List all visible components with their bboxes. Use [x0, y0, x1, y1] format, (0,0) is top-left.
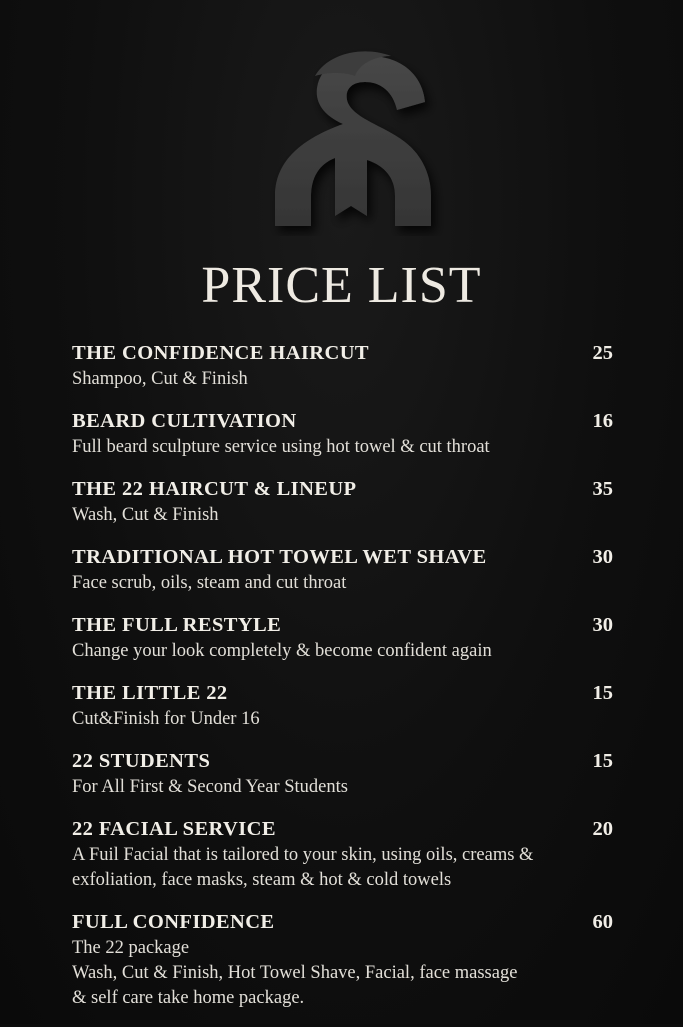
service-price: 60: [592, 911, 613, 933]
service-price: 30: [592, 546, 613, 568]
service-description: For All First & Second Year Students: [72, 777, 348, 797]
service-description: Cut&Finish for Under 16: [72, 709, 260, 729]
price-item: [72, 544, 617, 596]
price-item-header: [72, 476, 617, 503]
page-title: PRICE LIST: [201, 257, 482, 314]
service-price: 16: [592, 410, 613, 432]
price-item: [72, 340, 617, 392]
price-item: [72, 408, 617, 460]
service-name: FULL CONFIDENCE: [72, 911, 275, 933]
price-item-header: [72, 680, 617, 707]
service-price: 30: [592, 614, 613, 636]
service-description: Full beard sculpture service using hot towel & cut throat: [72, 437, 490, 457]
price-item: [72, 476, 617, 528]
price-item: [72, 816, 617, 893]
service-price: 15: [592, 682, 613, 704]
service-price: 25: [592, 342, 613, 364]
service-name: BEARD CULTIVATION: [72, 410, 297, 432]
price-item-header: [72, 816, 617, 843]
service-price: 15: [592, 750, 613, 772]
service-description: Wash, Cut & Finish: [72, 505, 219, 525]
price-item: [72, 748, 617, 800]
service-description: Change your look completely & become confident again: [72, 641, 492, 661]
service-name: 22 STUDENTS: [72, 750, 211, 772]
price-item: [72, 612, 617, 664]
price-item-header: [72, 408, 617, 435]
service-description: Shampoo, Cut & Finish: [72, 369, 248, 389]
price-item-header: [72, 544, 617, 571]
price-item-header: [72, 748, 617, 775]
price-item-header: [72, 909, 617, 936]
price-item-header: [72, 340, 617, 367]
service-description: A Fuil Facial that is tailored to your skin, using oils, creams & exfoliation, face masks, steam & hot & cold towels: [72, 845, 534, 890]
service-price: 20: [592, 818, 613, 840]
service-name: THE CONFIDENCE HAIRCUT: [72, 342, 369, 364]
service-name: THE 22 HAIRCUT & LINEUP: [72, 478, 357, 500]
service-price: 35: [592, 478, 613, 500]
service-name: THE LITTLE 22: [72, 682, 228, 704]
price-item-header: [72, 612, 617, 639]
service-name: TRADITIONAL HOT TOWEL WET SHAVE: [72, 546, 487, 568]
service-description: The 22 package Wash, Cut & Finish, Hot Towel Shave, Facial, face massage & self care take home package.: [72, 938, 518, 1008]
price-item: [72, 909, 617, 1011]
price-item: [72, 680, 617, 732]
price-list: [72, 340, 617, 1027]
service-description: Face scrub, oils, steam and cut throat: [72, 573, 347, 593]
service-name: THE FULL RESTYLE: [72, 614, 282, 636]
22-monogram-logo-icon: [255, 46, 445, 236]
service-name: 22 FACIAL SERVICE: [72, 818, 276, 840]
